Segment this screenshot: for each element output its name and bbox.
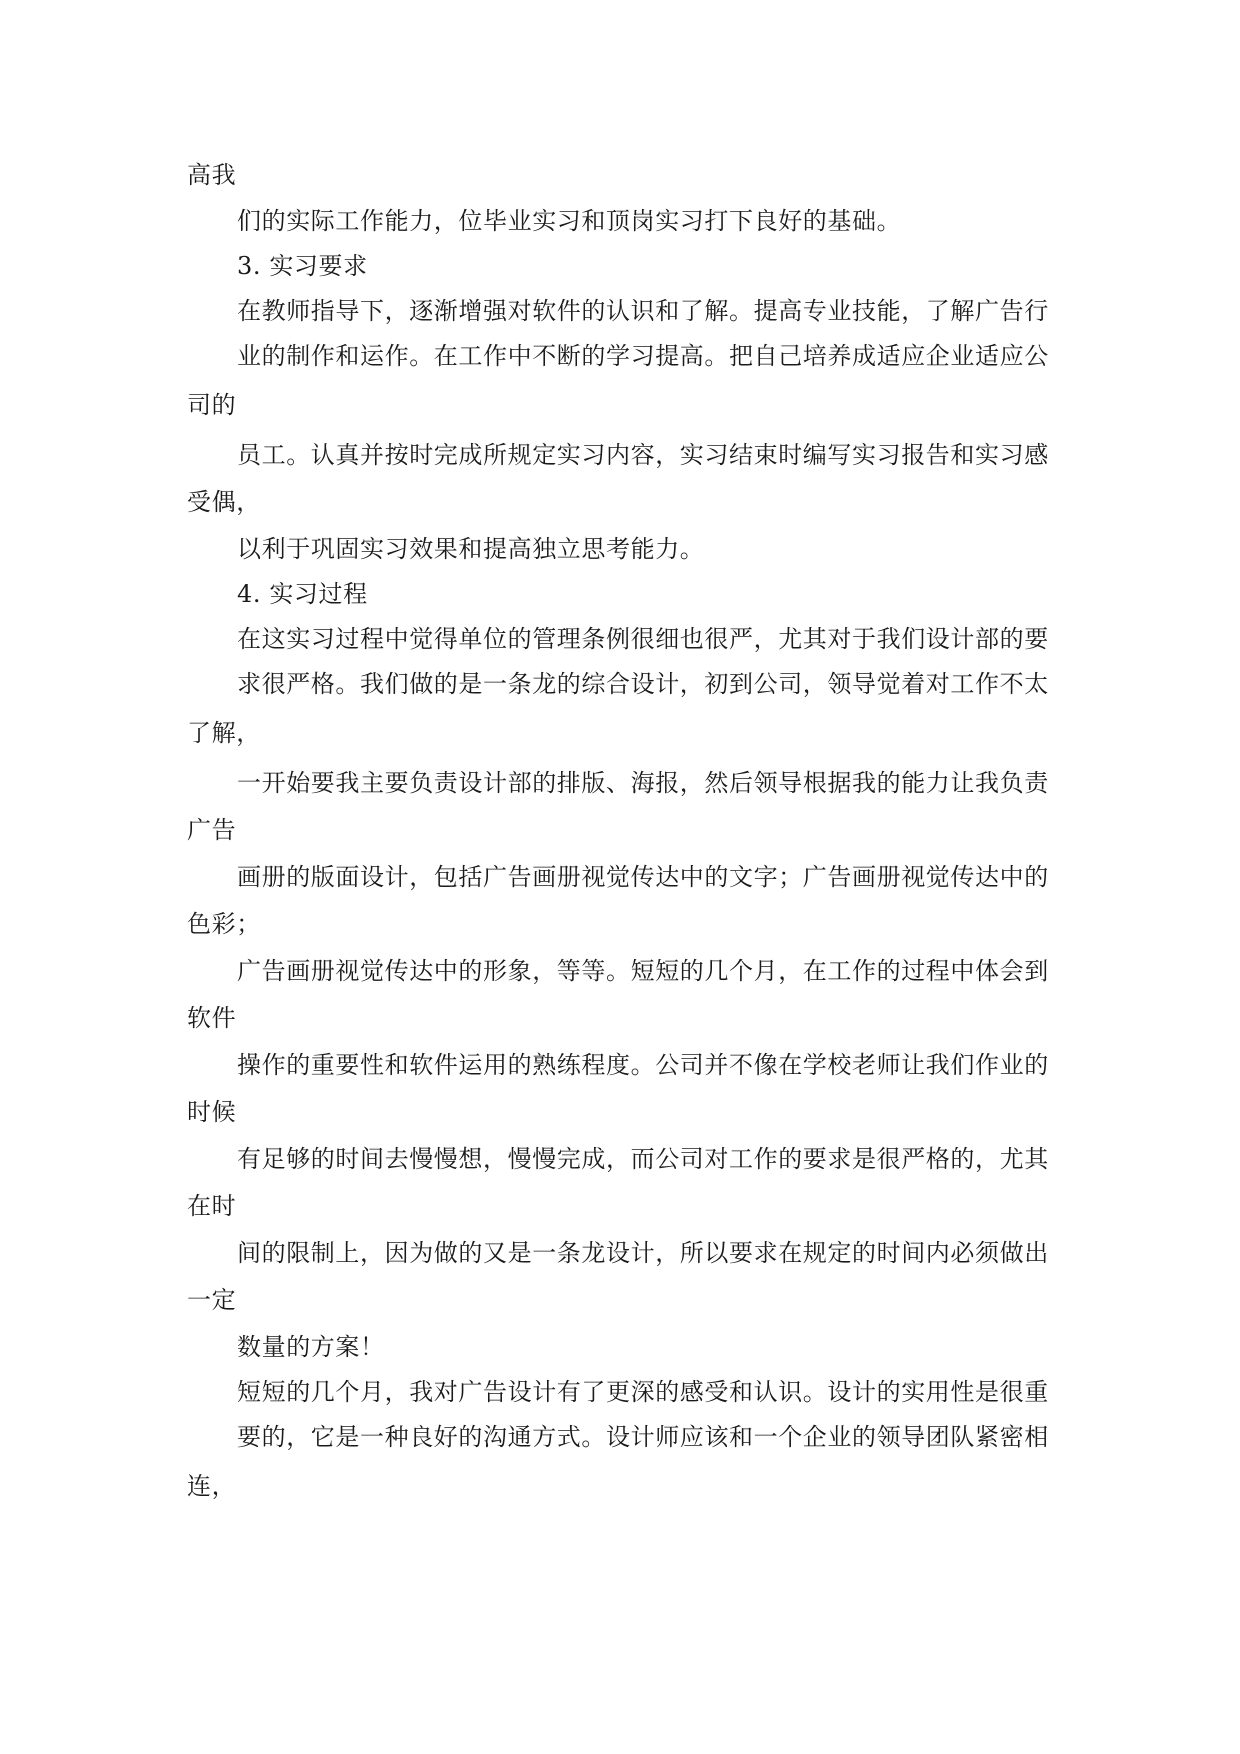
text-line: 间的限制上，因为做的又是一条龙设计，所以要求在规定的时间内必须做出 [237,1239,1049,1267]
text-line: 在时 [187,1192,237,1220]
text-line: 广告 [187,816,237,844]
text-line: 了解， [187,719,261,747]
section-heading: 3. 实习要求 [237,252,368,280]
text-line: 连， [187,1472,237,1500]
section-heading: 4. 实习过程 [237,580,368,608]
text-line: 要的，它是一种良好的沟通方式。设计师应该和一个企业的领导团队紧密相 [237,1423,1049,1451]
text-line: 一定 [187,1286,237,1314]
text-line: 数量的方案！ [237,1333,385,1361]
text-line: 一开始要我主要负责设计部的排版、海报，然后领导根据我的能力让我负责 [237,769,1049,797]
text-line: 业的制作和运作。在工作中不断的学习提高。把自己培养成适应企业适应公 [237,342,1049,370]
text-line: 以利于巩固实习效果和提高独立思考能力。 [237,535,705,563]
text-line: 软件 [187,1004,237,1032]
text-line: 色彩； [187,910,261,938]
text-line: 司的 [187,391,237,419]
text-line: 受偶， [187,488,261,516]
text-line: 员工。认真并按时完成所规定实习内容，实习结束时编写实习报告和实习感 [237,441,1049,469]
text-line: 短短的几个月，我对广告设计有了更深的感受和认识。设计的实用性是很重 [237,1378,1049,1406]
text-line: 高我 [187,161,237,189]
text-line: 求很严格。我们做的是一条龙的综合设计，初到公司，领导觉着对工作不太 [237,670,1049,698]
text-line: 有足够的时间去慢慢想，慢慢完成，而公司对工作的要求是很严格的，尤其 [237,1145,1049,1173]
text-line: 时候 [187,1098,237,1126]
text-line: 画册的版面设计，包括广告画册视觉传达中的文字；广告画册视觉传达中的 [237,863,1049,891]
text-line: 在教师指导下，逐渐增强对软件的认识和了解。提高专业技能，了解广告行 [237,297,1049,325]
text-line: 在这实习过程中觉得单位的管理条例很细也很严，尤其对于我们设计部的要 [237,625,1049,653]
text-line: 广告画册视觉传达中的形象，等等。短短的几个月，在工作的过程中体会到 [237,957,1049,985]
text-line: 操作的重要性和软件运用的熟练程度。公司并不像在学校老师让我们作业的 [237,1051,1049,1079]
text-line: 们的实际工作能力，位毕业实习和顶岗实习打下良好的基础。 [237,207,902,235]
